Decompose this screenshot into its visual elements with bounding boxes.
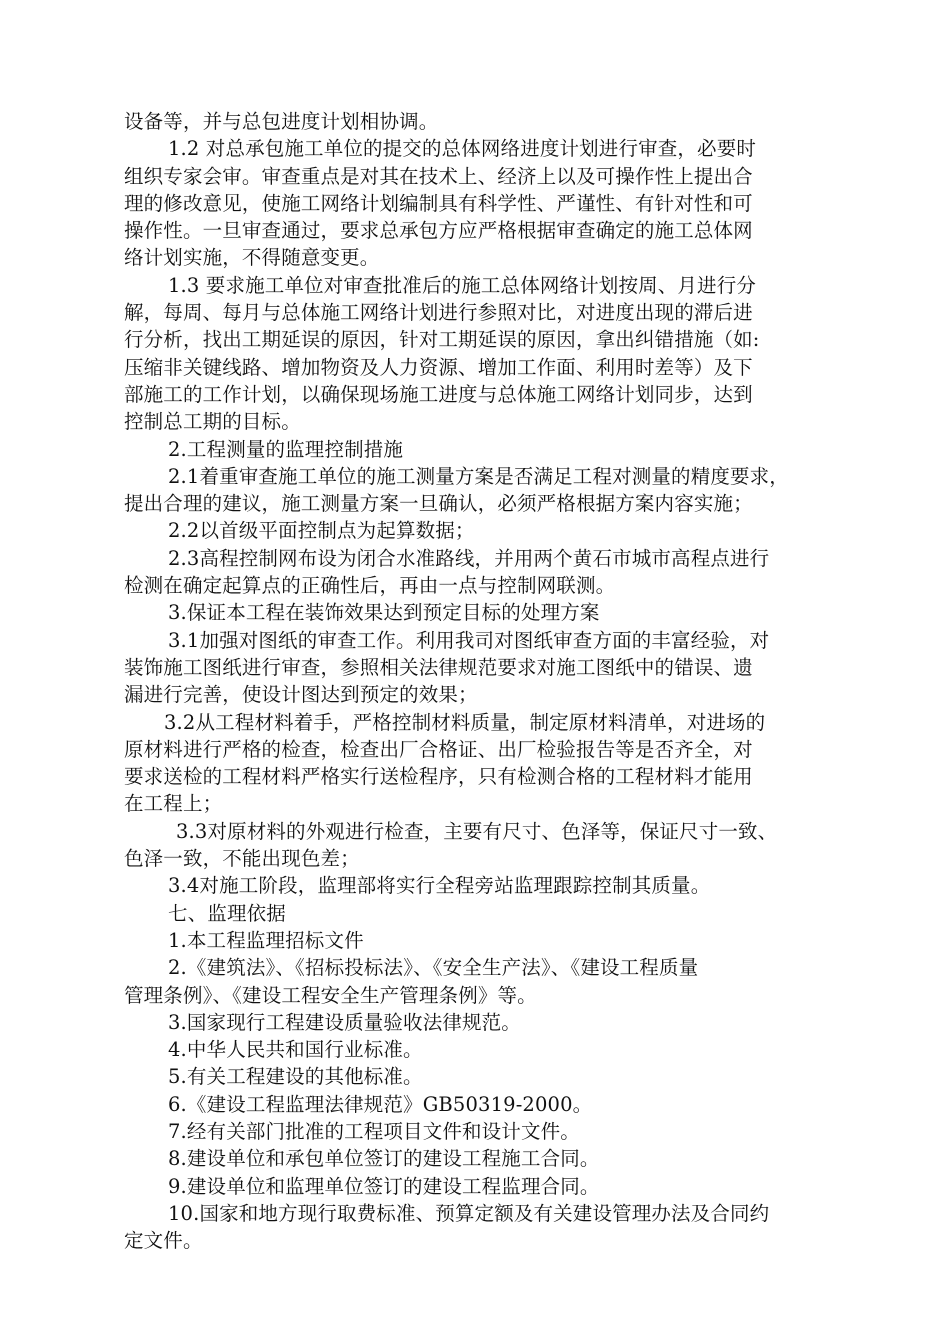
section-heading: 3.保证本工程在装饰效果达到预定目标的处理方案 [168, 601, 600, 625]
text-line: 1.3 要求施工单位对审查批准后的施工总体网络计划按周、月进行分 [168, 273, 757, 297]
text-line: 要求送检的工程材料严格实行送检程序，只有检测合格的工程材料才能用 [124, 765, 753, 789]
list-item: 2.《建筑法》、《招标投标法》、《安全生产法》、《建设工程质量 [168, 956, 699, 980]
text-line: 提出合理的建议，施工测量方案一旦确认，必须严格根据方案内容实施； [124, 492, 753, 516]
text-line: 2.2以首级平面控制点为起算数据； [168, 519, 475, 543]
list-item: 6.《建设工程监理法律规范》GB50319-2000。 [168, 1092, 593, 1116]
text-line: 控制总工期的目标。 [124, 410, 301, 434]
list-item: 3.国家现行工程建设质量验收法律规范。 [168, 1010, 521, 1034]
list-item: 9.建设单位和监理单位签订的建设工程监理合同。 [168, 1174, 600, 1198]
text-line: 组织专家会审。审查重点是对其在技术上、经济上以及可操作性上提出合 [124, 164, 753, 188]
text-line: 3.4对施工阶段，监理部将实行全程旁站监理跟踪控制其质量。 [168, 874, 711, 898]
text-line: 络计划实施，不得随意变更。 [124, 246, 380, 270]
text-line: 检测在确定起算点的正确性后，再由一点与控制网联测。 [124, 574, 616, 598]
text-line: 装饰施工图纸进行审查，参照相关法律规范要求对施工图纸中的错误、遗 [124, 655, 753, 679]
text-line: 操作性。一旦审查通过，要求总承包方应严格根据审查确定的施工总体网 [124, 219, 753, 243]
list-item-continuation: 管理条例》、《建设工程安全生产管理条例》等。 [124, 983, 537, 1007]
list-item: 10.国家和地方现行取费标准、预算定额及有关建设管理办法及合同约 [168, 1201, 770, 1225]
text-line: 设备等，并与总包进度计划相协调。 [124, 110, 439, 133]
text-line: 原材料进行严格的检查，检查出厂合格证、出厂检验报告等是否齐全，对 [124, 737, 753, 761]
section-heading: 七、监理依据 [168, 901, 286, 925]
list-item: 5.有关工程建设的其他标准。 [168, 1065, 423, 1089]
document-body [124, 108, 864, 1254]
text-line: 在工程上； [124, 792, 223, 816]
list-item: 4.中华人民共和国行业标准。 [168, 1038, 423, 1062]
text-line: 3.2从工程材料着手，严格控制材料质量，制定原材料清单，对进场的 [164, 710, 766, 734]
text-line: 漏进行完善，使设计图达到预定的效果； [124, 683, 478, 707]
list-item-continuation: 定文件。 [124, 1229, 203, 1253]
list-item: 1.本工程监理招标文件 [168, 928, 364, 952]
text-line: 3.3对原材料的外观进行检查，主要有尺寸、色泽等，保证尺寸一致、 [176, 819, 778, 843]
text-line: 解，每周、每月与总体施工网络计划进行参照对比，对进度出现的滞后进 [124, 301, 753, 325]
text-line: 理的修改意见，使施工网络计划编制具有科学性、严谨性、有针对性和可 [124, 191, 753, 215]
text-line: 2.3高程控制网布设为闭合水准路线，并用两个黄石市城市高程点进行 [168, 546, 770, 570]
text-line: 行分析，找出工期延误的原因，针对工期延误的原因，拿出纠错措施（如: [124, 328, 760, 352]
list-item: 7.经有关部门批准的工程项目文件和设计文件。 [168, 1119, 580, 1143]
text-line: 3.1加强对图纸的审查工作。利用我司对图纸审查方面的丰富经验，对 [168, 628, 770, 652]
section-heading: 2.工程测量的监理控制措施 [168, 437, 404, 461]
list-item: 8.建设单位和承包单位签订的建设工程施工合同。 [168, 1147, 600, 1171]
text-line: 色泽一致，不能出现色差； [124, 847, 360, 871]
text-line: 部施工的工作计划，以确保现场施工进度与总体施工网络计划同步，达到 [124, 382, 753, 406]
text-line: 2.1着重审查施工单位的施工测量方案是否满足工程对测量的精度要求， [168, 464, 789, 488]
text-line: 压缩非关键线路、增加物资及人力资源、增加工作面、利用时差等）及下 [124, 355, 753, 379]
text-line: 1.2 对总承包施工单位的提交的总体网络进度计划进行审查，必要时 [168, 137, 757, 161]
